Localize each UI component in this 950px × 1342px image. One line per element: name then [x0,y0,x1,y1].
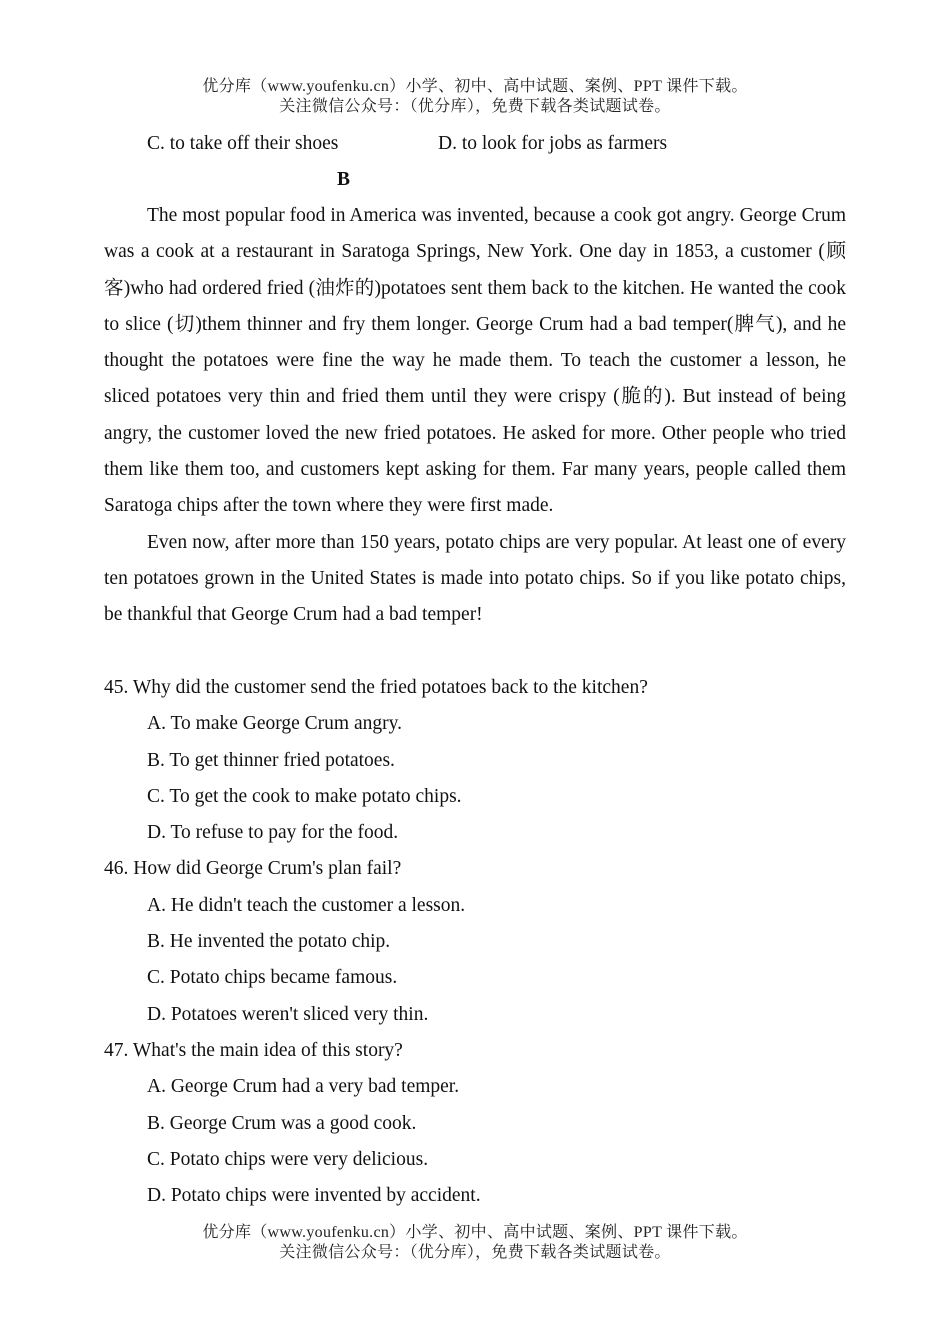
answer-option-b: B. George Crum was a good cook. [147,1112,417,1134]
option-d: D. to look for jobs as farmers [438,133,668,154]
header-watermark [0,77,950,117]
option-c: C. to take off their shoes [147,133,339,154]
answer-option-a: A. He didn't teach the customer a lesson. [147,894,466,916]
watermark-line-1: 优分库（www.youfenku.cn）小学、初中、高中试题、案例、PPT 课件下载。 [202,78,748,95]
answer-option-c: C. Potato chips were very delicious. [147,1148,429,1170]
section-title: B [337,169,351,190]
answer-option-d: D. Potato chips were invented by accident. [147,1185,481,1207]
answer-option-a: A. George Crum had a very bad temper. [147,1076,460,1098]
question-47 [104,1033,846,1214]
question-46 [104,851,846,1032]
question-stem: 46. How did George Crum's plan fail? [104,858,402,880]
answer-option-b: B. To get thinner fried potatoes. [147,749,395,771]
footer-watermark [0,1223,950,1263]
watermark-line-1: 优分库（www.youfenku.cn）小学、初中、高中试题、案例、PPT 课件下载。 [202,1224,748,1241]
question-stem: 47. What's the main idea of this story? [104,1039,403,1061]
reading-passage [104,198,846,634]
question-list [104,670,846,1214]
answer-option-a: A. To make George Crum angry. [147,713,402,735]
passage-paragraph-1: The most popular food in America was invented, because a cook got angry. George Crum was a cook at a restaurant in Saratoga Springs, New York. One day in 1853, a customer (顾客)who had ordered fried (油炸的)potatoes sent them back to the kitchen. He wanted the cook to slice (切)them thinner and fry them longer. George Crum had a bad temper(脾气), and he thought the potatoes were fine the way he made them. To teach the customer a lesson, he sliced potatoes very thin and fried them until they were crispy (脆的). But instead of being angry, the customer loved the new fried potatoes. He asked for more. Other people who tried them like them too, and customers kept asking for them. Far many years, people called them Saratoga chips after the town where they were first made. [104,205,846,517]
passage-paragraph-2: Even now, after more than 150 years, potato chips are very popular. At least one of every ten potatoes grown in the United States is made into potato chips. So if you like potato chips, be thankful that George Crum had a bad temper! [104,531,846,626]
answer-option-c: C. Potato chips became famous. [147,967,398,989]
answer-option-b: B. He invented the potato chip. [147,931,391,953]
watermark-line-2: 关注微信公众号：（优分库），免费下载各类试题试卷。 [279,98,671,115]
question-45 [104,670,846,851]
answer-option-d: D. Potatoes weren't sliced very thin. [147,1003,429,1025]
watermark-line-2: 关注微信公众号：（优分库），免费下载各类试题试卷。 [279,1244,671,1261]
question-stem: 45. Why did the customer send the fried potatoes back to the kitchen? [104,677,648,698]
answer-option-d: D. To refuse to pay for the food. [147,822,399,844]
answer-option-c: C. To get the cook to make potato chips. [147,785,462,807]
